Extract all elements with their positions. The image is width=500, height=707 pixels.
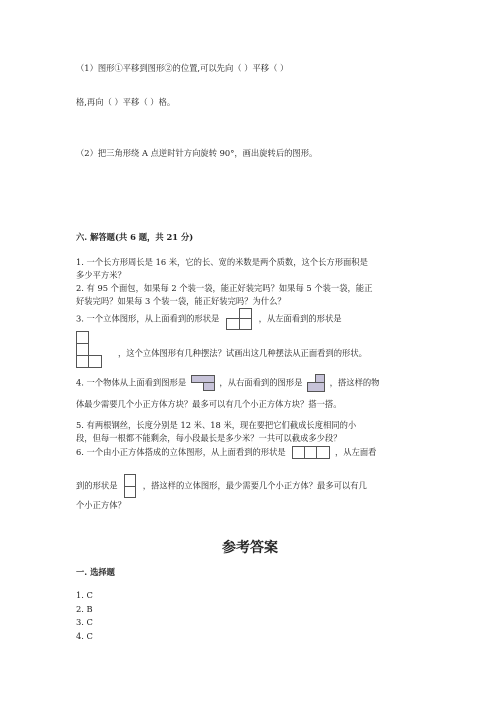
problem-6-line3: 个小正方体？ bbox=[76, 500, 126, 510]
problem-3-line2: ，这个立体图形有几种摆法？试画出这几种摆法从正面看到的形状。 bbox=[118, 348, 367, 358]
problem-2-line1: 2. 有 95 个面包，如果每 2 个装一袋，能正好装完吗？如果每 5 个装一袋，能正 bbox=[76, 283, 373, 293]
problem-6-text-d: ，搭这样的立体图形，最少需要几个小正方体？最多可以有几 bbox=[142, 480, 367, 491]
answer-item: 2. B bbox=[76, 604, 93, 614]
problem-1-line2: 多少平方米？ bbox=[76, 270, 126, 280]
problem-6-line1 bbox=[76, 446, 376, 459]
problem-6-text-a: 6. 一个由小正方体搭成的立体图形，从上面看到的形状是 bbox=[76, 447, 286, 457]
problem-6-line2 bbox=[76, 474, 367, 498]
top-view-figure-4 bbox=[191, 375, 215, 391]
problem-6-text-c: 到的形状是 bbox=[76, 480, 118, 491]
translate-question-line2: 格,再向（ ）平移（ ）格。 bbox=[76, 97, 176, 107]
answer-item: 3. C bbox=[76, 617, 93, 627]
rotate-question: （2）把三角形绕 A 点逆时针方向旋转 90°，画出旋转后的图形。 bbox=[76, 148, 318, 158]
answer-item: 1. C bbox=[76, 590, 93, 600]
problem-4-text-a: 4. 一个物体从上面看到图形是 bbox=[76, 377, 187, 388]
right-view-figure-4 bbox=[307, 374, 325, 392]
problem-4-text-b: ，从右面看到的图形是 bbox=[219, 377, 303, 388]
problem-2-line2: 好装完吗？如果每 3 个装一袋，能正好装完吗？为什么？ bbox=[76, 296, 286, 306]
top-view-figure-6 bbox=[292, 446, 330, 459]
problem-5-line1: 5. 有两根钢丝，长度分别是 12 米、18 米，现在要把它们截成长度相同的小 bbox=[76, 420, 357, 430]
answers-title: 参考答案 bbox=[222, 540, 278, 556]
translate-question-line1: （1）图形①平移到图形②的位置,可以先向（ ）平移（ ） bbox=[76, 63, 289, 73]
problem-4-line2: 体最少需要几个小正方体方块？最多可以有几个小正方体方块？搭一搭。 bbox=[76, 399, 342, 409]
problem-3-text-b: ，从左面看到的形状是 bbox=[258, 313, 342, 324]
section-heading: 六. 解答题(共 6 题，共 21 分) bbox=[76, 232, 194, 242]
left-view-figure-6 bbox=[124, 474, 136, 498]
problem-1-line1: 1. 一个长方形周长是 16 米，它的长、宽的米数是两个质数，这个长方形面积是 bbox=[76, 257, 368, 267]
answers-section-heading: 一. 选择题 bbox=[76, 567, 115, 577]
problem-3-text-a: 3. 一个立体图形，从上面看到的形状是 bbox=[76, 313, 220, 324]
problem-4-line1 bbox=[76, 374, 379, 392]
problem-5-line2: 段，但每一根都不能剩余，每小段最长是多少米？一共可以截成多少段？ bbox=[76, 433, 342, 443]
problem-3-line1 bbox=[76, 308, 342, 330]
problem-4-text-c: ，搭这样的物 bbox=[329, 377, 380, 388]
left-view-figure bbox=[76, 331, 102, 368]
top-view-figure bbox=[226, 308, 252, 330]
problem-6-text-b: ，从左面看 bbox=[334, 447, 377, 457]
answer-item: 4. C bbox=[76, 631, 93, 641]
